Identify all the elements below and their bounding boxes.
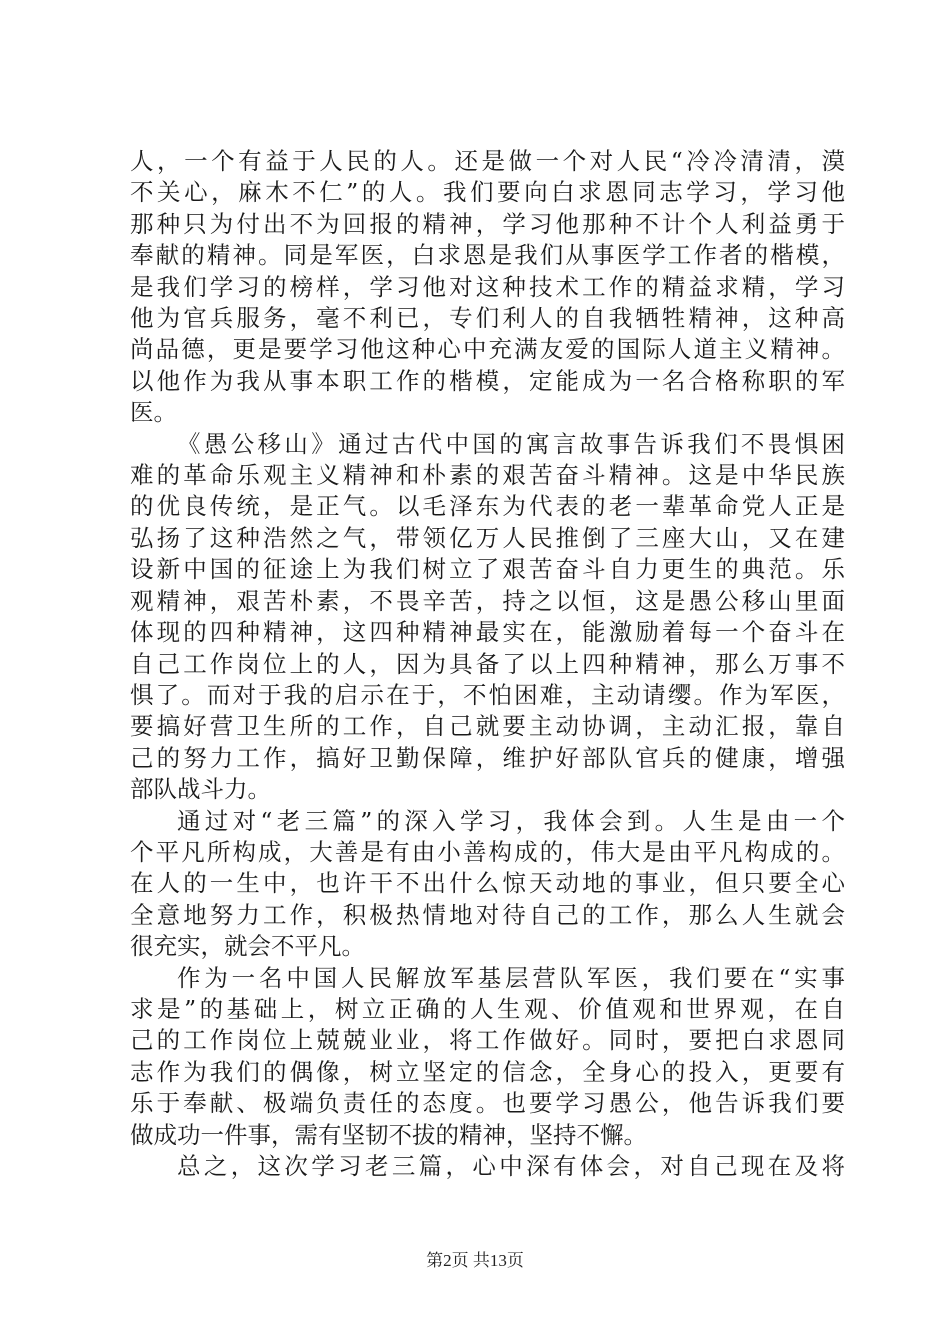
text-line: 己的努力工作，搞好卫勤保障，维护好部队官兵的健康，增强 <box>130 744 845 772</box>
text-line: 自己工作岗位上的人，因为具备了以上四种精神，那么万事不 <box>130 650 845 678</box>
text-line: 做成功一件事，需有坚韧不拔的精神，坚持不懈。 <box>130 1121 647 1149</box>
paragraph-first-line: 作为一名中国人民解放军基层营队军医，我们要在“实事 <box>177 964 845 992</box>
text-line: 是我们学习的榜样，学习他对这种技术工作的精益求精，学习 <box>130 273 845 301</box>
text-line: 的优良传统，是正气。以毛泽东为代表的老一辈革命党人正是 <box>130 492 845 520</box>
text-line: 惧了。而对于我的启示在于，不怕困难，主动请缨。作为军医， <box>130 681 845 709</box>
text-line: 以他作为我从事本职工作的楷模，定能成为一名合格称职的军 <box>130 367 845 395</box>
text-line: 部队战斗力。 <box>130 775 271 803</box>
text-line: 在人的一生中，也许干不出什么惊天动地的事业，但只要全心 <box>130 869 845 897</box>
paragraph-first-line: 通过对“老三篇”的深入学习，我体会到。人生是由一个 <box>177 807 845 835</box>
text-line: 不关心，麻木不仁”的人。我们要向白求恩同志学习，学习他 <box>130 178 845 206</box>
paragraph-first-line: 总之，这次学习老三篇，心中深有体会，对自己现在及将 <box>177 1152 845 1180</box>
text-line: 全意地努力工作，积极热情地对待自己的工作，那么人生就会 <box>130 901 845 929</box>
text-line: 志作为我们的偶像，树立坚定的信念，全身心的投入，更要有 <box>130 1058 845 1086</box>
text-line: 那种只为付出不为回报的精神，学习他那种不计个人利益勇于 <box>130 210 845 238</box>
text-line: 他为官兵服务，毫不利已，专们利人的自我牺牲精神，这种高 <box>130 304 845 332</box>
text-line: 体现的四种精神，这四种精神最实在，能激励着每一个奋斗在 <box>130 618 845 646</box>
text-line: 很充实，就会不平凡。 <box>130 932 365 960</box>
text-line: 要搞好营卫生所的工作，自己就要主动协调，主动汇报，靠自 <box>130 712 845 740</box>
text-line: 个平凡所构成，大善是有由小善构成的，伟大是由平凡构成的。 <box>130 838 845 866</box>
text-line: 观精神，艰苦朴素，不畏辛苦，持之以恒，这是愚公移山里面 <box>130 587 845 615</box>
text-line: 奉献的精神。同是军医，白求恩是我们从事医学工作者的楷模， <box>130 241 845 269</box>
text-line: 己的工作岗位上兢兢业业，将工作做好。同时，要把白求恩同 <box>130 1026 845 1054</box>
text-line: 乐于奉献、极端负责任的态度。也要学习愚公，他告诉我们要 <box>130 1089 845 1117</box>
text-line: 人，一个有益于人民的人。还是做一个对人民“冷冷清清，漠 <box>130 147 845 175</box>
text-line: 难的革命乐观主义精神和朴素的艰苦奋斗精神。这是中华民族 <box>130 461 845 489</box>
text-line: 设新中国的征途上为我们树立了艰苦奋斗自力更生的典范。乐 <box>130 555 845 583</box>
paragraph-first-line: 《愚公移山》通过古代中国的寓言故事告诉我们不畏惧困 <box>177 430 845 458</box>
text-line: 尚品德，更是要学习他这种心中充满友爱的国际人道主义精神。 <box>130 335 845 363</box>
page-footer: 第2页 共13页 <box>426 1251 524 1270</box>
text-line: 医。 <box>130 398 177 426</box>
text-line: 弘扬了这种浩然之气，带领亿万人民推倒了三座大山，又在建 <box>130 524 845 552</box>
text-line: 求是”的基础上，树立正确的人生观、价值观和世界观，在自 <box>130 995 845 1023</box>
